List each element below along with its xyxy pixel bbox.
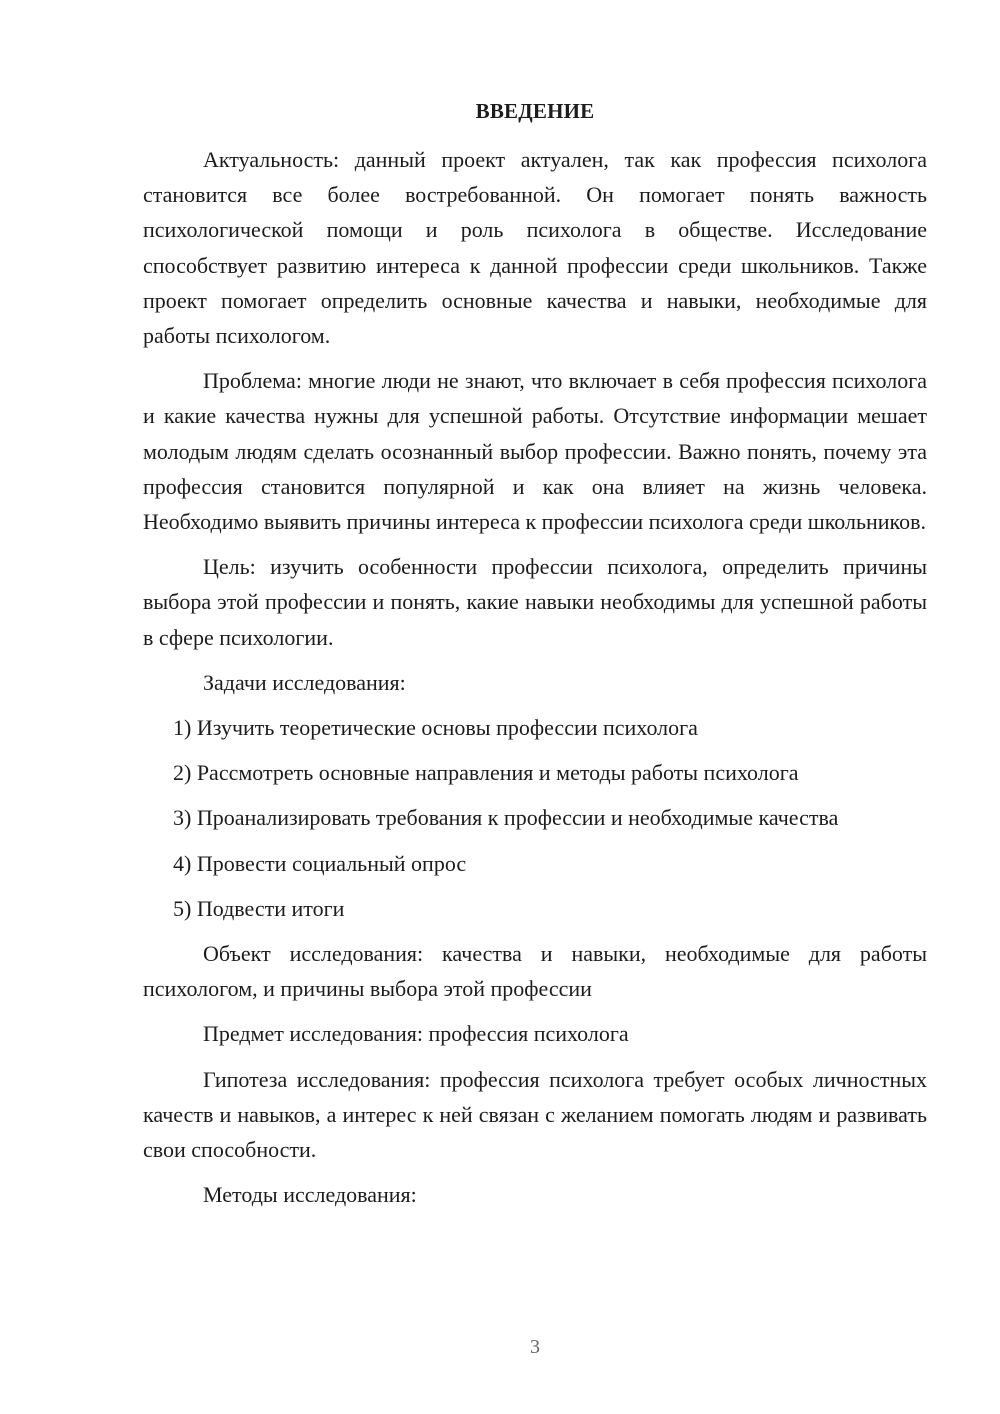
paragraph-methods: Методы исследования: — [203, 1182, 417, 1208]
paragraph-object: Объект исследования: качества и навыки, необходимые для работы психологом, и причины выбора этой профессии — [143, 941, 927, 1002]
paragraph-subject: Предмет исследования: профессия психолога — [203, 1021, 629, 1047]
task-item-4: 4) Провести социальный опрос — [173, 850, 467, 876]
paragraph-hypothesis: Гипотеза исследования: профессия психолога требует особых личностных качеств и навыков, а интерес к ней связан с желанием помогать людям и развивать свои способности. — [143, 1066, 927, 1163]
task-item-2: 2) Рассмотреть основные направления и методы работы психолога — [173, 760, 799, 786]
task-item-1: 1) Изучить теоретические основы профессии психолога — [173, 715, 698, 741]
paragraph-relevance: Актуальность: данный проект актуален, так как профессия психолога становится все более востребованной. Он помогает понять важность психологической помощи и роль психолога в обществе. Исследование способствует развитию интереса к данной профессии среди школьников. Также проект помогает определить основные качества и навыки, необходимые для работы психологом. — [143, 147, 927, 349]
paragraph-goal: Цель: изучить особенности профессии психолога, определить причины выбора этой профессии и понять, какие навыки необходимы для успешной работы в сфере психологии. — [143, 554, 927, 650]
task-item-5: 5) Подвести итоги — [173, 895, 345, 921]
paragraph-problem: Проблема: многие люди не знают, что включает в себя профессия психолога и какие качества нужны для успешной работы. Отсутствие информации мешает молодым людям сделать осознанный выбор профессии. Важно понять, почему эта профессия становится популярной и как она влияет на жизнь человека. Необходимо выявить причины интереса к профессии психолога среди школьников. — [143, 368, 927, 535]
page-number: 3 — [530, 1336, 540, 1358]
section-heading: ВВЕДЕНИЕ — [475, 99, 595, 123]
task-item-3: 3) Проанализировать требования к профессии и необходимые качества — [173, 805, 839, 831]
document-body — [143, 142, 927, 1222]
paragraph-tasks-heading: Задачи исследования: — [203, 669, 406, 695]
